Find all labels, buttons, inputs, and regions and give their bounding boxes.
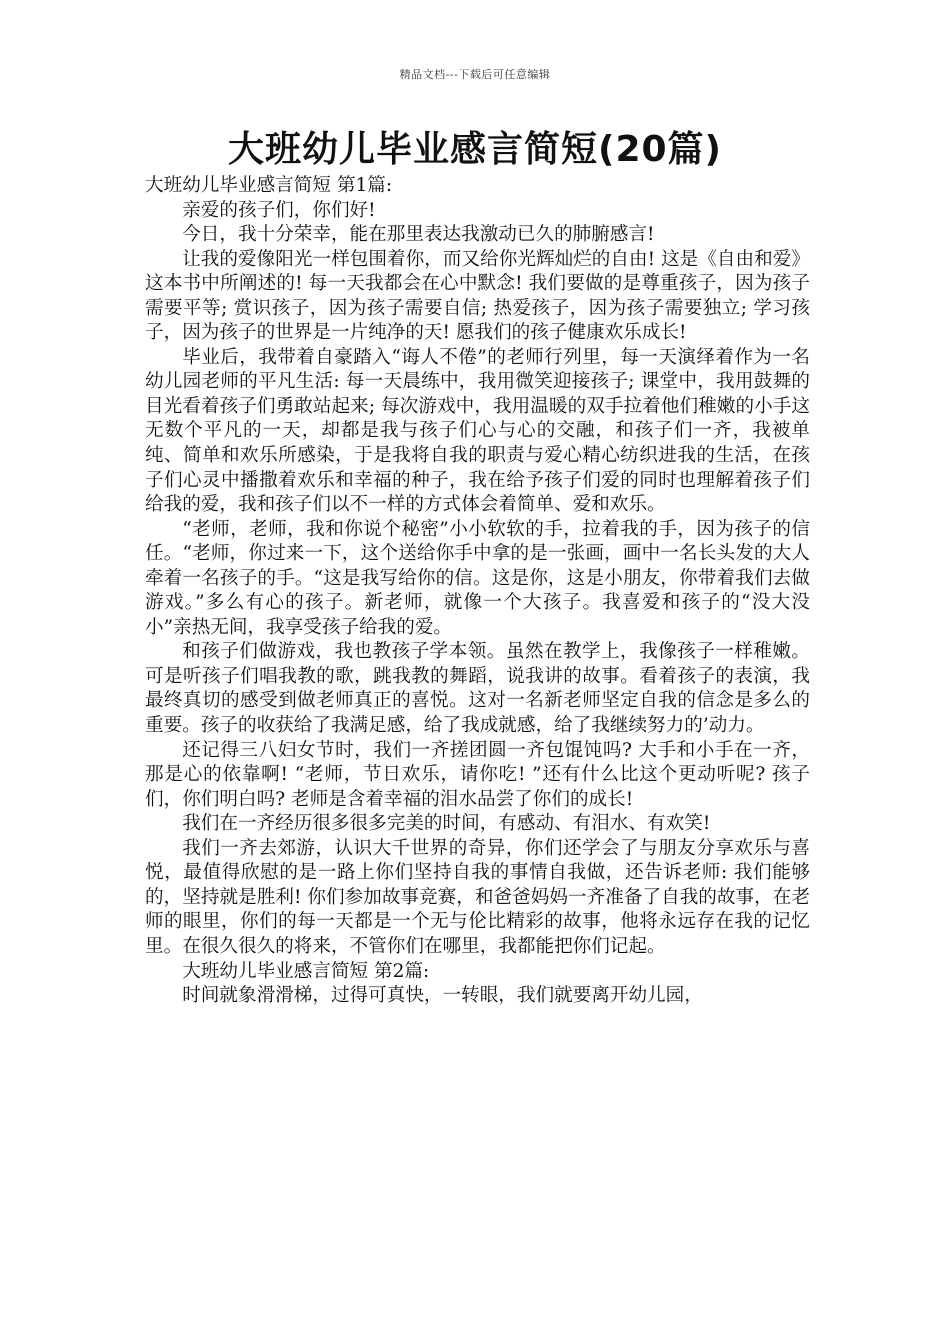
paragraph: 时间就象滑滑梯，过得可真快，一转眼，我们就要离开幼儿园， <box>182 985 703 1007</box>
page-header: 精品文档---下载后可任意编辑 <box>399 68 551 81</box>
paragraph: 亲爱的孩子们，你们好! <box>182 199 376 221</box>
paragraph: 大班幼儿毕业感言简短 第1篇: <box>145 175 393 196</box>
paragraph: 我们一齐去郊游，认识大千世界的奇异，你们还学会了与朋友分享欢乐与喜悦，最值得欣慰的是一路上你们坚持自我的事情自我做，还告诉老师: 我们能够的，坚持就是胜利! 你们参加故事竞赛，和爸爸妈妈一齐准备了自我的故事，在老师的眼里，你们的每一天都是一个无与伦比精彩的故事，他将永远存在我的记忆里。在很久很久的将来，不管你们在哪里，我都能把你们记起。 <box>145 837 810 957</box>
paragraph: 让我的爱像阳光一样包围着你，而又给你光辉灿烂的自由! 这是《自由和爱》这本书中所阐述的! 每一天我都会在心中默念! 我们要做的是尊重孩子，因为孩子需要平等; 赏识孩子，因为孩子需要自信; 热爱孩子，因为孩子需要独立; 学习孩子，因为孩子的世界是一片纯净的天! 愿我们的孩子健康欢乐成长! <box>145 248 810 344</box>
paragraph: 我们在一齐经历很多很多完美的时间，有感动、有泪水、有欢笑! <box>182 813 711 835</box>
paragraph: “老师，老师，我和你说个秘密”小小软软的手，拉着我的手，因为孩子的信任。“老师，你过来一下，这个送给你手中拿的是一张画，画中一名长头发的大人牵着一名孩子的手。“这是我写给你的信。这是你，这是小朋友，你带着我们去做游戏。”多么有心的孩子。新老师，就像一个大孩子。我喜爱和孩子的“没大没小”亲热无间，我享受孩子给我的爱。 <box>145 518 810 638</box>
paragraph: 和孩子们做游戏，我也教孩子学本领。虽然在教学上，我像孩子一样稚嫩。可是听孩子们唱我教的歌，跳我教的舞蹈，说我讲的故事。看着孩子的表演，我最终真切的感受到做老师真正的喜悦。这对一名新老师坚定自我的信念是多么的重要。孩子的收获给了我满足感，给了我成就感，给了我继续努力的’动力。 <box>145 641 810 737</box>
paragraph: 大班幼儿毕业感言简短 第2篇: <box>182 960 430 982</box>
document-title: 大班幼儿毕业感言简短(20篇) <box>227 129 722 170</box>
paragraph: 今日，我十分荣幸，能在那里表达我激动已久的肺腑感言! <box>182 224 655 246</box>
paragraph: 还记得三八妇女节时，我们一齐搓团圆一齐包馄饨吗? 大手和小手在一齐，那是心的依靠啊! “老师，节日欢乐，请你吃! ”还有什么比这个更动听呢? 孩子们，你们明白吗? 老师是含着幸福的泪水品尝了你们的成长! <box>145 739 810 810</box>
document-body <box>145 174 810 1009</box>
paragraph: 毕业后，我带着自豪踏入“诲人不倦”的老师行列里，每一天演绎着作为一名幼儿园老师的平凡生活: 每一天晨练中，我用微笑迎接孩子; 课堂中，我用鼓舞的目光看着孩子们勇敢站起来; 每次游戏中，我用温暖的双手拉着他们稚嫩的小手这无数个平凡的一天，却都是我与孩子们心与心的交融，和孩子们一齐，我被单纯、简单和欢乐所感染，于是我将自我的职责与爱心精心纺织进我的生活，在孩子们心灵中播撒着欢乐和幸福的种子，我在给予孩子们爱的同时也理解着孩子们给我的爱，我和孩子们以不一样的方式体会着简单、爱和欢乐。 <box>145 346 810 516</box>
